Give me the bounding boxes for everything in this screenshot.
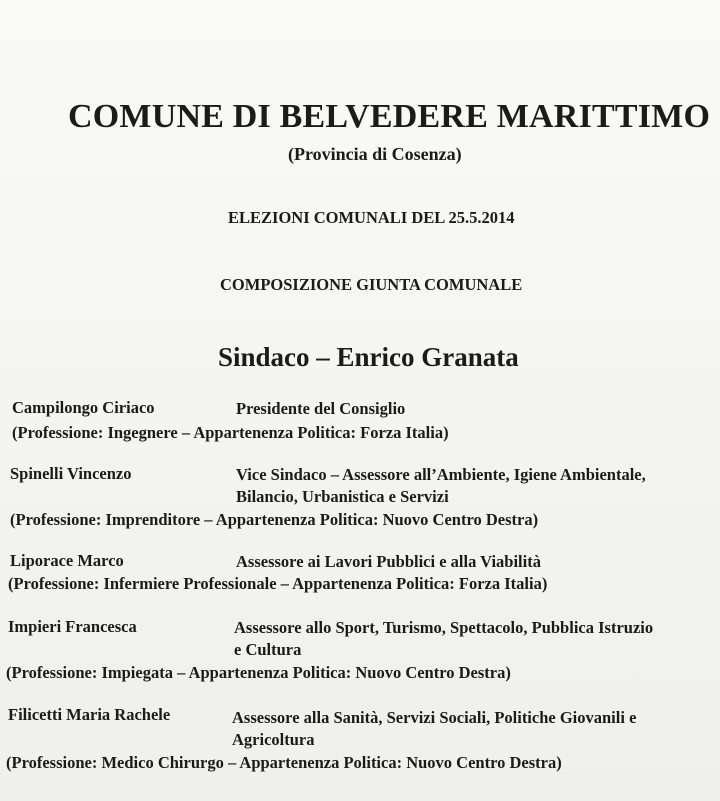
mayor-heading: Sindaco – Enrico Granata <box>218 342 519 372</box>
member-role: Assessore allo Sport, Turismo, Spettacolo, Pubblica Istruzio <box>234 618 654 637</box>
member-name: Liporace Marco <box>10 551 124 570</box>
member-profession: (Professione: Infermiere Professionale – Appartenenza Politica: Forza Italia) <box>8 574 548 593</box>
member-name: Spinelli Vincenzo <box>10 464 132 483</box>
province-subtitle: (Provincia di Cosenza) <box>288 144 462 164</box>
member-profession: (Professione: Imprenditore – Appartenenza Politica: Nuovo Centro Destra) <box>10 510 539 529</box>
page-title: COMUNE DI BELVEDERE MARITTIMO <box>68 98 711 135</box>
member-name: Campilongo Ciriaco <box>12 398 155 417</box>
member-role-continued: Bilancio, Urbanistica e Servizi <box>236 487 449 506</box>
section-heading: COMPOSIZIONE GIUNTA COMUNALE <box>220 275 523 294</box>
member-role-continued: e Cultura <box>234 640 302 659</box>
member-profession: (Professione: Ingegnere – Appartenenza Politica: Forza Italia) <box>12 423 449 442</box>
member-role-continued: Agricoltura <box>232 730 315 749</box>
member-role: Assessore alla Sanità, Servizi Sociali, Politiche Giovanili e <box>232 708 637 727</box>
member-role: Assessore ai Lavori Pubblici e alla Viabilità <box>236 552 541 571</box>
member-role: Vice Sindaco – Assessore all’Ambiente, Igiene Ambientale, <box>236 465 646 484</box>
member-profession: (Professione: Medico Chirurgo – Appartenenza Politica: Nuovo Centro Destra) <box>6 753 562 772</box>
member-name: Filicetti Maria Rachele <box>8 705 171 724</box>
member-profession: (Professione: Impiegata – Appartenenza Politica: Nuovo Centro Destra) <box>6 663 511 682</box>
member-role: Presidente del Consiglio <box>236 399 406 418</box>
election-heading: ELEZIONI COMUNALI DEL 25.5.2014 <box>228 208 515 227</box>
member-name: Impieri Francesca <box>8 617 137 636</box>
